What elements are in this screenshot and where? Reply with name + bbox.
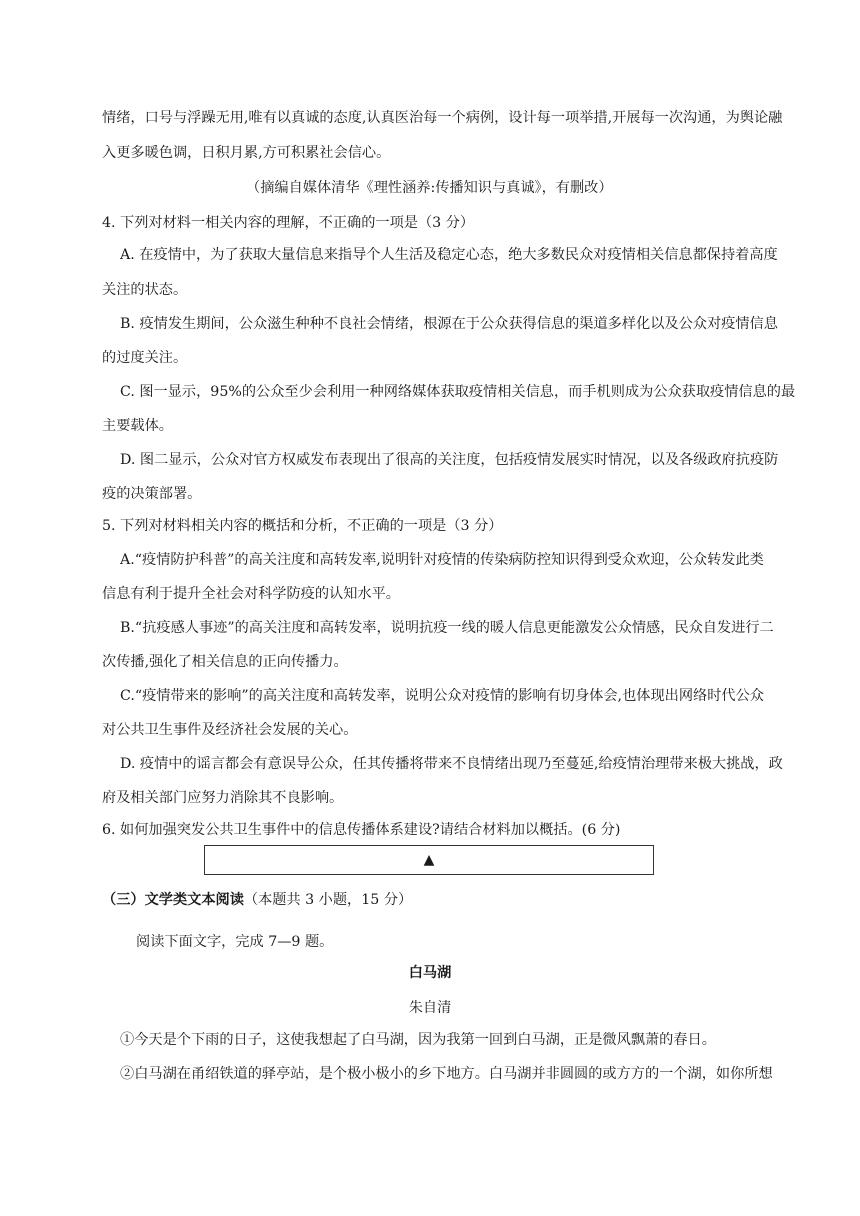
section-3-heading: （三）文学类文本阅读 — [102, 892, 244, 908]
section-3-header — [102, 890, 412, 910]
q5-option-b-line-2: 次传播,强化了相关信息的正向传播力。 — [102, 654, 348, 670]
question-6-stem: 6. 如何加强突发公共卫生事件中的信息传播体系建设?请结合材料加以概括。(6 分) — [102, 822, 621, 838]
paragraph-2: ②白马湖在甬绍铁道的驿亭站，是个极小极小的乡下地方。白马湖并非圆圆的或方方的一个湖，如你所想 — [120, 1066, 773, 1082]
q5-option-a-line-1: A.“疫情防护科普”的高关注度和高转发率,说明针对疫情的传染病防控知识得到受众欢迎，公众转发此类 — [120, 552, 764, 568]
q4-option-d-line-2: 疫的决策部署。 — [102, 486, 202, 502]
q5-option-a-line-2: 信息有利于提升全社会对科学防疫的认知水平。 — [102, 586, 400, 602]
intro-line-1: 情绪，口号与浮躁无用,唯有以真诚的态度,认真医治每一个病例，设计每一项举措,开展每一次沟通，为舆论融 — [102, 110, 783, 126]
q4-option-a-line-2: 关注的状态。 — [102, 282, 188, 298]
q5-option-d-line-2: 府及相关部门应努力消除其不良影响。 — [102, 790, 344, 806]
section-3-note: （本题共 3 小题，15 分） — [243, 892, 413, 908]
q4-option-a-line-1: A. 在疫情中，为了获取大量信息来指导个人生活及稳定心态，绝大多数民众对疫情相关信息都保持着高度 — [120, 247, 778, 263]
paragraph-1: ①今天是个下雨的日子，这使我想起了白马湖，因为我第一回到白马湖，正是微风飘萧的春日。 — [120, 1032, 716, 1048]
article-title: 白马湖 — [408, 965, 452, 981]
q4-option-c-line-2: 主要载体。 — [102, 418, 173, 434]
q4-option-b-line-2: 的过度关注。 — [102, 350, 188, 366]
q5-option-c-line-1: C.“疫情带来的影响”的高关注度和高转发率，说明公众对疫情的影响有切身体会,也体现出网络时代公众 — [120, 688, 764, 704]
question-5-stem: 5. 下列对材料相关内容的概括和分析，不正确的一项是（3 分） — [102, 518, 503, 534]
q5-option-b-line-1: B.“抗疫感人事迹”的高关注度和高转发率，说明抗疫一线的暖人信息更能激发公众情感，民众自发进行二 — [120, 620, 774, 636]
q5-option-d-line-1: D. 疫情中的谣言都会有意误导公众，任其传播将带来不良情绪出现乃至蔓延,给疫情治理带来极大挑战，政 — [120, 756, 783, 772]
intro-line-2: 入更多暖色调，日积月累,方可积累社会信心。 — [102, 145, 391, 161]
answer-marker: ▲ — [423, 852, 435, 868]
reading-instruction: 阅读下面文字，完成 7—9 题。 — [136, 934, 334, 950]
q4-option-d-line-1: D. 图二显示，公众对官方权威发布表现出了很高的关注度，包括疫情发展实时情况，以及各级政府抗疫防 — [120, 452, 779, 468]
article-author: 朱自清 — [408, 1000, 452, 1016]
answer-box[interactable] — [204, 845, 654, 875]
source-citation: （摘编自媒体清华《理性涵养:传播知识与真诚》，有删改） — [246, 180, 613, 196]
q4-option-c-line-1: C. 图一显示，95%的公众至少会利用一种网络媒体获取疫情相关信息，而手机则成为公众获取疫情信息的最 — [120, 384, 796, 400]
question-4-stem: 4. 下列对材料一相关内容的理解，不正确的一项是（3 分） — [102, 215, 475, 231]
q4-option-b-line-1: B. 疫情发生期间，公众滋生种种不良社会情绪，根源在于公众获得信息的渠道多样化以及公众对疫情信息 — [120, 316, 778, 332]
q5-option-c-line-2: 对公共卫生事件及经济社会发展的关心。 — [102, 722, 358, 738]
